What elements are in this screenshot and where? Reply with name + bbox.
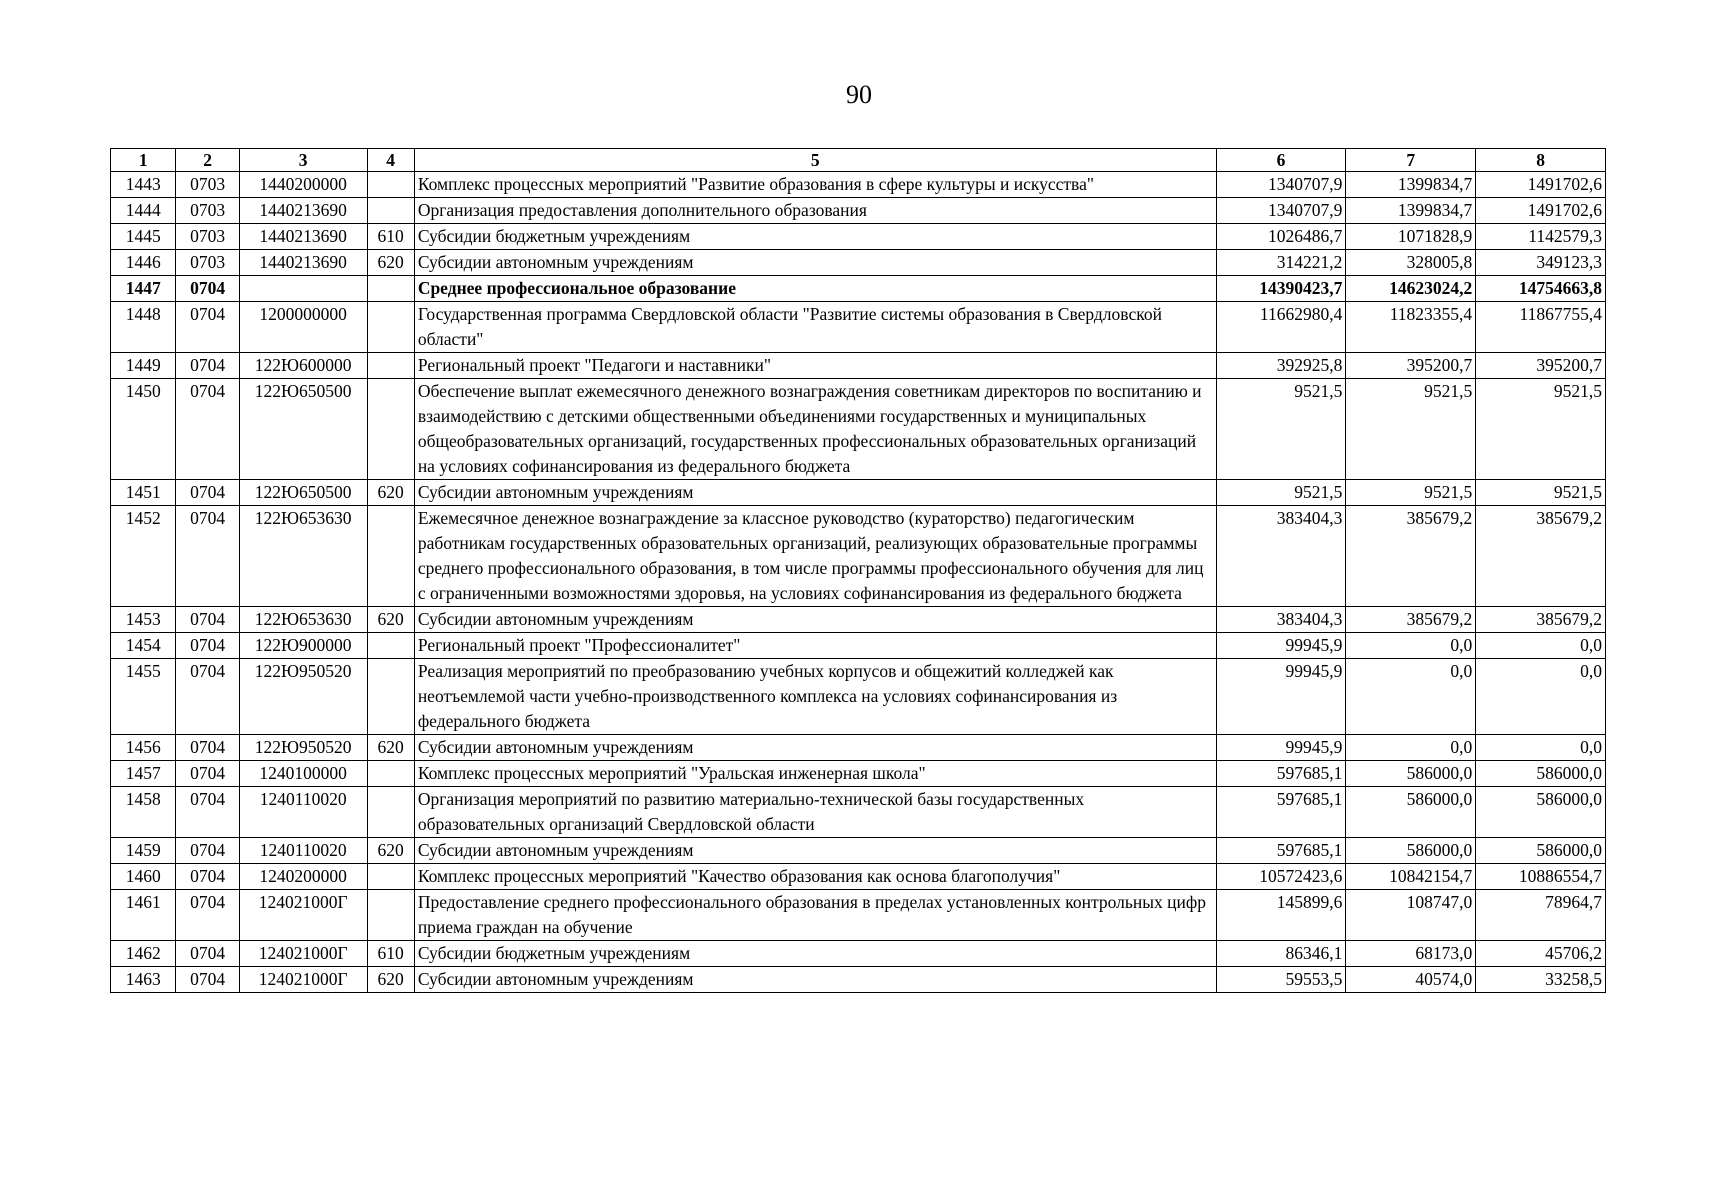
section-code: 0704	[176, 607, 239, 633]
table-row	[111, 224, 1606, 250]
row-number: 1448	[111, 302, 176, 353]
page-number: 90	[846, 80, 872, 109]
row-number: 1449	[111, 353, 176, 379]
section-code: 0704	[176, 506, 239, 607]
expense-type-code	[367, 172, 414, 198]
amount-year-2: 9521,5	[1346, 379, 1476, 480]
amount-year-2: 385679,2	[1346, 607, 1476, 633]
table-row	[111, 250, 1606, 276]
target-article-code: 122Ю653630	[239, 607, 367, 633]
section-code: 0704	[176, 480, 239, 506]
table-row	[111, 967, 1606, 993]
section-code: 0704	[176, 864, 239, 890]
target-article-code: 1200000000	[239, 302, 367, 353]
table-row	[111, 633, 1606, 659]
target-article-code: 122Ю650500	[239, 379, 367, 480]
amount-year-2: 0,0	[1346, 735, 1476, 761]
section-code: 0704	[176, 838, 239, 864]
item-name: Комплекс процессных мероприятий "Уральская инженерная школа"	[414, 761, 1216, 787]
amount-year-3: 14754663,8	[1476, 276, 1606, 302]
budget-table	[110, 148, 1606, 993]
amount-year-2: 0,0	[1346, 659, 1476, 735]
table-header	[111, 149, 1606, 172]
section-code: 0704	[176, 787, 239, 838]
header-col-3: 3	[239, 149, 367, 172]
amount-year-2: 586000,0	[1346, 838, 1476, 864]
amount-year-1: 10572423,6	[1216, 864, 1346, 890]
amount-year-3: 78964,7	[1476, 890, 1606, 941]
expense-type-code: 620	[367, 480, 414, 506]
target-article-code: 1240200000	[239, 864, 367, 890]
table-row	[111, 941, 1606, 967]
item-name: Субсидии автономным учреждениям	[414, 838, 1216, 864]
amount-year-3: 385679,2	[1476, 607, 1606, 633]
table-row	[111, 838, 1606, 864]
amount-year-2: 0,0	[1346, 633, 1476, 659]
amount-year-3: 0,0	[1476, 659, 1606, 735]
section-code: 0703	[176, 198, 239, 224]
item-name: Предоставление среднего профессионального образования в пределах установленных контрольных цифр приема граждан на обучение	[414, 890, 1216, 941]
amount-year-1: 9521,5	[1216, 480, 1346, 506]
amount-year-2: 586000,0	[1346, 761, 1476, 787]
row-number: 1462	[111, 941, 176, 967]
item-name: Субсидии бюджетным учреждениям	[414, 941, 1216, 967]
target-article-code: 122Ю950520	[239, 659, 367, 735]
row-number: 1454	[111, 633, 176, 659]
row-number: 1451	[111, 480, 176, 506]
header-col-2: 2	[176, 149, 239, 172]
amount-year-3: 9521,5	[1476, 480, 1606, 506]
item-name: Субсидии автономным учреждениям	[414, 967, 1216, 993]
amount-year-1: 14390423,7	[1216, 276, 1346, 302]
amount-year-3: 0,0	[1476, 735, 1606, 761]
amount-year-1: 597685,1	[1216, 761, 1346, 787]
section-code: 0704	[176, 353, 239, 379]
table-row	[111, 890, 1606, 941]
amount-year-1: 9521,5	[1216, 379, 1346, 480]
table-row	[111, 276, 1606, 302]
table-row	[111, 787, 1606, 838]
section-code: 0703	[176, 224, 239, 250]
expense-type-code	[367, 633, 414, 659]
target-article-code: 1440213690	[239, 250, 367, 276]
item-name: Субсидии автономным учреждениям	[414, 607, 1216, 633]
amount-year-3: 385679,2	[1476, 506, 1606, 607]
amount-year-2: 68173,0	[1346, 941, 1476, 967]
header-col-7: 7	[1346, 149, 1476, 172]
section-code: 0704	[176, 276, 239, 302]
expense-type-code: 610	[367, 941, 414, 967]
amount-year-2: 385679,2	[1346, 506, 1476, 607]
header-col-4: 4	[367, 149, 414, 172]
target-article-code: 122Ю950520	[239, 735, 367, 761]
row-number: 1450	[111, 379, 176, 480]
section-code: 0704	[176, 659, 239, 735]
target-article-code: 122Ю653630	[239, 506, 367, 607]
amount-year-3: 11867755,4	[1476, 302, 1606, 353]
section-code: 0704	[176, 761, 239, 787]
amount-year-2: 1071828,9	[1346, 224, 1476, 250]
row-number: 1445	[111, 224, 176, 250]
expense-type-code: 620	[367, 735, 414, 761]
amount-year-1: 99945,9	[1216, 735, 1346, 761]
section-code: 0704	[176, 941, 239, 967]
amount-year-3: 1491702,6	[1476, 172, 1606, 198]
expense-type-code	[367, 890, 414, 941]
amount-year-3: 10886554,7	[1476, 864, 1606, 890]
section-code: 0704	[176, 890, 239, 941]
table-row	[111, 506, 1606, 607]
amount-year-1: 1340707,9	[1216, 172, 1346, 198]
target-article-code: 122Ю600000	[239, 353, 367, 379]
amount-year-3: 45706,2	[1476, 941, 1606, 967]
table-row	[111, 607, 1606, 633]
row-number: 1455	[111, 659, 176, 735]
amount-year-2: 328005,8	[1346, 250, 1476, 276]
table-row	[111, 659, 1606, 735]
header-col-6: 6	[1216, 149, 1346, 172]
amount-year-2: 586000,0	[1346, 787, 1476, 838]
row-number: 1459	[111, 838, 176, 864]
expense-type-code	[367, 506, 414, 607]
amount-year-1: 383404,3	[1216, 506, 1346, 607]
item-name: Ежемесячное денежное вознаграждение за классное руководство (кураторство) педагогическим работникам государственных образовательных организаций, реализующих образовательные программы среднего профессионального образования, в том числе программы профессионального обучения для лиц с ограниченными возможностями здоровья, на условиях софинансирования из федерального бюджета	[414, 506, 1216, 607]
target-article-code: 124021000Г	[239, 890, 367, 941]
header-row	[111, 149, 1606, 172]
section-code: 0704	[176, 633, 239, 659]
expense-type-code	[367, 761, 414, 787]
target-article-code: 124021000Г	[239, 941, 367, 967]
amount-year-3: 33258,5	[1476, 967, 1606, 993]
item-name: Субсидии автономным учреждениям	[414, 735, 1216, 761]
target-article-code	[239, 276, 367, 302]
amount-year-2: 11823355,4	[1346, 302, 1476, 353]
amount-year-2: 10842154,7	[1346, 864, 1476, 890]
row-number: 1457	[111, 761, 176, 787]
item-name: Организация мероприятий по развитию материально-технической базы государственных образовательных организаций Свердловской области	[414, 787, 1216, 838]
expense-type-code: 610	[367, 224, 414, 250]
target-article-code: 1240110020	[239, 787, 367, 838]
expense-type-code	[367, 353, 414, 379]
amount-year-2: 9521,5	[1346, 480, 1476, 506]
row-number: 1456	[111, 735, 176, 761]
amount-year-3: 0,0	[1476, 633, 1606, 659]
item-name: Субсидии автономным учреждениям	[414, 480, 1216, 506]
table-row	[111, 761, 1606, 787]
item-name: Обеспечение выплат ежемесячного денежного вознаграждения советникам директоров по воспитанию и взаимодействию с детскими общественными объединениями государственных и муниципальных общеобразовательных организаций, государственных профессиональных образовательных организаций на условиях софинансирования из федерального бюджета	[414, 379, 1216, 480]
amount-year-1: 1340707,9	[1216, 198, 1346, 224]
amount-year-3: 586000,0	[1476, 838, 1606, 864]
amount-year-1: 1026486,7	[1216, 224, 1346, 250]
section-code: 0704	[176, 302, 239, 353]
item-name: Реализация мероприятий по преобразованию учебных корпусов и общежитий колледжей как неотъемлемой части учебно-производственного комплекса на условиях софинансирования из федерального бюджета	[414, 659, 1216, 735]
amount-year-3: 395200,7	[1476, 353, 1606, 379]
section-code: 0703	[176, 250, 239, 276]
expense-type-code: 620	[367, 607, 414, 633]
amount-year-2: 1399834,7	[1346, 198, 1476, 224]
amount-year-1: 99945,9	[1216, 659, 1346, 735]
expense-type-code	[367, 198, 414, 224]
item-name: Субсидии автономным учреждениям	[414, 250, 1216, 276]
header-col-1: 1	[111, 149, 176, 172]
section-code: 0704	[176, 379, 239, 480]
section-code: 0703	[176, 172, 239, 198]
amount-year-1: 99945,9	[1216, 633, 1346, 659]
amount-year-2: 395200,7	[1346, 353, 1476, 379]
amount-year-3: 1491702,6	[1476, 198, 1606, 224]
table-row	[111, 480, 1606, 506]
expense-type-code	[367, 276, 414, 302]
amount-year-3: 9521,5	[1476, 379, 1606, 480]
expense-type-code	[367, 864, 414, 890]
amount-year-2: 14623024,2	[1346, 276, 1476, 302]
amount-year-2: 1399834,7	[1346, 172, 1476, 198]
amount-year-2: 108747,0	[1346, 890, 1476, 941]
amount-year-1: 11662980,4	[1216, 302, 1346, 353]
item-name: Комплекс процессных мероприятий "Качество образования как основа благополучия"	[414, 864, 1216, 890]
amount-year-1: 86346,1	[1216, 941, 1346, 967]
amount-year-3: 586000,0	[1476, 787, 1606, 838]
row-number: 1447	[111, 276, 176, 302]
target-article-code: 122Ю900000	[239, 633, 367, 659]
row-number: 1443	[111, 172, 176, 198]
expense-type-code	[367, 379, 414, 480]
table-row	[111, 302, 1606, 353]
row-number: 1461	[111, 890, 176, 941]
amount-year-3: 349123,3	[1476, 250, 1606, 276]
amount-year-1: 392925,8	[1216, 353, 1346, 379]
header-col-8: 8	[1476, 149, 1606, 172]
item-name: Региональный проект "Профессионалитет"	[414, 633, 1216, 659]
target-article-code: 122Ю650500	[239, 480, 367, 506]
target-article-code: 1440213690	[239, 224, 367, 250]
amount-year-3: 1142579,3	[1476, 224, 1606, 250]
table-row	[111, 379, 1606, 480]
target-article-code: 1240100000	[239, 761, 367, 787]
expense-type-code	[367, 787, 414, 838]
table-row	[111, 353, 1606, 379]
row-number: 1460	[111, 864, 176, 890]
expense-type-code: 620	[367, 967, 414, 993]
section-code: 0704	[176, 967, 239, 993]
amount-year-1: 597685,1	[1216, 838, 1346, 864]
row-number: 1453	[111, 607, 176, 633]
amount-year-3: 586000,0	[1476, 761, 1606, 787]
expense-type-code	[367, 302, 414, 353]
target-article-code: 124021000Г	[239, 967, 367, 993]
section-code: 0704	[176, 735, 239, 761]
table-row	[111, 172, 1606, 198]
row-number: 1446	[111, 250, 176, 276]
row-number: 1444	[111, 198, 176, 224]
target-article-code: 1240110020	[239, 838, 367, 864]
target-article-code: 1440213690	[239, 198, 367, 224]
amount-year-2: 40574,0	[1346, 967, 1476, 993]
target-article-code: 1440200000	[239, 172, 367, 198]
row-number: 1458	[111, 787, 176, 838]
expense-type-code: 620	[367, 250, 414, 276]
amount-year-1: 314221,2	[1216, 250, 1346, 276]
table-row	[111, 864, 1606, 890]
table-row	[111, 198, 1606, 224]
expense-type-code: 620	[367, 838, 414, 864]
item-name: Среднее профессиональное образование	[414, 276, 1216, 302]
table-row	[111, 735, 1606, 761]
expense-type-code	[367, 659, 414, 735]
amount-year-1: 597685,1	[1216, 787, 1346, 838]
item-name: Организация предоставления дополнительного образования	[414, 198, 1216, 224]
amount-year-1: 383404,3	[1216, 607, 1346, 633]
item-name: Региональный проект "Педагоги и наставники"	[414, 353, 1216, 379]
amount-year-1: 145899,6	[1216, 890, 1346, 941]
table-body	[111, 172, 1606, 993]
item-name: Государственная программа Свердловской области "Развитие системы образования в Свердловской области"	[414, 302, 1216, 353]
amount-year-1: 59553,5	[1216, 967, 1346, 993]
item-name: Субсидии бюджетным учреждениям	[414, 224, 1216, 250]
header-col-5: 5	[414, 149, 1216, 172]
row-number: 1452	[111, 506, 176, 607]
item-name: Комплекс процессных мероприятий "Развитие образования в сфере культуры и искусства"	[414, 172, 1216, 198]
row-number: 1463	[111, 967, 176, 993]
